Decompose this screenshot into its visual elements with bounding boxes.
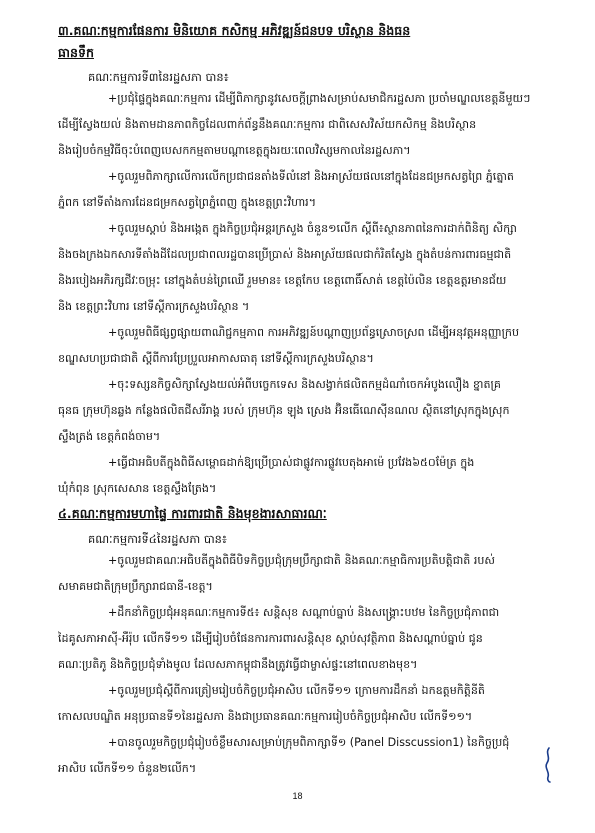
paragraph-line: កោសលបណ្ឌិត អនុប្រធានទី១នៃរដ្ឋសភា និងជាប្រធានគណៈកម្មការរៀបចំកិច្ចប្រជុំអាសិប លើកទី១១។ bbox=[58, 710, 473, 723]
paragraph-line: +ចូលរួមប្រជុំស្តីពីការត្រៀមរៀបចំកិច្ចប្រជុំអាសិប លើកទី១១ ក្រោមការដឹកនាំ ឯកឧត្តមកិត្តិនីតិ bbox=[108, 684, 485, 697]
paragraph-line: និងរបៀងអភិរក្សជីវៈចម្រុះ នៅក្នុងតំបន់ព្រៃឈើ រួមមាន៖ ខេត្តកែប ខេត្តពោធិ៍សាត់ ខេត្តប៉ៃលិន ខេត្តឧត្តរមានជ័យ bbox=[58, 274, 507, 287]
section-3-paragraph bbox=[58, 216, 558, 320]
paragraph-line: +ចូលរួមជាគណៈអធិបតីក្នុងពិធីបិទកិច្ចប្រជុំក្រុមប្រឹក្សាជាតិ និងគណៈកម្មាធិការប្រតិបត្តិជាតិ របស់ bbox=[108, 554, 495, 567]
paragraph-line: សមាគមជាតិក្រុមប្រឹក្សារាជធានី-ខេត្ត។ bbox=[58, 580, 213, 593]
handwritten-signature-mark bbox=[543, 747, 553, 783]
section-3-intro: គណៈកម្មការទី៣នៃរដ្ឋសភា បាន៖ bbox=[88, 70, 229, 84]
paragraph-line: ភ្នំពក នៅទីតាំងការដែនជម្រកសត្វព្រៃភ្នំពេញ ក្នុងខេត្តព្រះវិហារ។ bbox=[58, 196, 317, 209]
paragraph-line: ធុនធ ក្រុមហ៊ុនឆ្លង កន្លែងផលិតជីសរីរាង្គ របស់ ក្រុមហ៊ុន ឡុង ស្រេង អ៊ិនធើណេស៊ីនណល ស្ថិតនៅស្រុកក្នុងស្រុក bbox=[58, 404, 510, 417]
paragraph-line: +ចុះទស្សនកិច្ចសិក្សាស្វែងយល់អំពីបច្ចេកទេស និងសង្វាក់ផលិតកម្មដំណាំចេកអំបូងលឿង ខ្នាតគ្រ bbox=[108, 378, 501, 391]
paragraph-line: +ចូលរួមពិធីផ្សព្វផ្សាយពាណិជ្ជកម្មភាព ការអភិវឌ្ឍន៍បណ្តាញប្រព័ន្ធស្រោចស្រព ដើម្បីអនុវត្តអនុញ្ញាក្រប bbox=[108, 326, 520, 339]
section-3-heading-line-1: ៣.គណៈកម្មការផែនការ មិនិយោគ កសិកម្ម អភិវឌ្ឍន៍ជនបទ បរិស្ថាន និងធន bbox=[58, 23, 411, 38]
paragraph-line: +ដឹកនាំកិច្ចប្រជុំអនុគណៈកម្មការទី៥៖ សន្តិសុខ សណ្តាប់ធ្នាប់ និងសង្គ្រោះបឋម នៃកិច្ចប្រជុំភាពជា bbox=[108, 606, 500, 619]
paragraph-line: ឃុំកំពុន ស្រុកសេសាន ខេត្តស្ទឹងត្រែង។ bbox=[58, 482, 217, 495]
section-4-paragraph bbox=[58, 600, 558, 678]
paragraph-line: +ធ្វើជាអធិបតីក្នុងពិធីសម្ពោធដាក់ឱ្យប្រើប្រាស់ជាផ្លូវការផ្លូវបេតុងអាម៉េ ប្រវែង៦៥០ម៉ែត្រ ក្នុង bbox=[108, 456, 475, 469]
section-3-paragraph bbox=[58, 86, 558, 164]
section-4-paragraph bbox=[58, 730, 558, 782]
paragraph-line: ដៃគូសភាអាស៊ី-អឺរ៉ុប លើកទី១១ ដើម្បីរៀបចំផែនការការពារសន្តិសុខ ស្តាប់សុវត្ថិភាព និងសណ្តាប់ធ្នាប់ ជូន bbox=[58, 632, 483, 645]
paragraph-line: និង ខេត្តព្រះវិហារ នៅទីស្តីការក្រសួងបរិស្ថាន ។ bbox=[58, 300, 250, 313]
paragraph-line: +ចូលរួមស្តាប់ និងអង្កេត ក្នុងកិច្ចប្រជុំអន្តរក្រសួង ចំនួន១លើក ស្តីពី៖ស្ថានភាពនៃការដាក់ពិនិត្យ សិក្សា bbox=[108, 222, 517, 235]
paragraph-line: គណៈប្រតិភូ និងកិច្ចប្រជុំទាំងមូល ដែលសភាកម្ពុជានឹងត្រូវធ្វើជាម្ចាស់ផ្ទះនៅពេលខាងមុខ។ bbox=[58, 658, 418, 671]
section-4-heading: ៤.គណៈកម្មការមហាផ្ទៃ ការពារជាតិ និងមុខងារសាធារណៈ bbox=[58, 506, 327, 521]
section-3-paragraph bbox=[58, 450, 558, 502]
section-4-paragraph bbox=[58, 678, 558, 730]
section-3-paragraph bbox=[58, 164, 558, 216]
section-4-paragraph bbox=[58, 548, 558, 600]
paragraph-line: អាសិប លើកទី១១ ចំនួន២លើក។ bbox=[58, 762, 197, 775]
paragraph-line: ខណ្ឌសហប្រជាជាតិ ស្តីពីការប្រែប្រួលអាកាសធាតុ នៅទីស្តីការក្រសួងបរិស្ថាន។ bbox=[58, 352, 374, 365]
paragraph-line: +បានចូលរួមកិច្ចប្រជុំរៀបចំខ្លឹមសារសម្រាប់ក្រុមពិភាក្សាទី១ (Panel Disscussion1) នៃកិច្ចប្រជុំ bbox=[108, 736, 510, 749]
paragraph-line: និងរៀបចំកម្មវិធីចុះបំពេញបេសកកម្មតាមបណ្តាខេត្តក្នុងរយៈពេលវិស្សមកាលនៃរដ្ឋសភា។ bbox=[58, 144, 411, 157]
paragraph-line: ដើម្បីស្វែងយល់ និងតាមដានភាពកិច្ចដែលពាក់ព័ន្ធនឹងគណៈកម្មការ ជាពិសេសវិស័យកសិកម្ម និងបរិស្ថាន bbox=[58, 118, 477, 131]
paragraph-line: និងចងក្រងឯកសារទីតាំងដីដែលប្រជាពលរដ្ឋបានប្រើប្រាស់ និងអាស្រ័យផលជាកំរិតស្វែង ក្នុងតំបន់ការពារធម្មជាតិ bbox=[58, 248, 512, 261]
section-3-paragraph bbox=[58, 372, 558, 450]
paragraph-line: ស្ទឹងត្រង់ ខេត្តកំពង់ចាម។ bbox=[58, 430, 161, 443]
paragraph-line: +ចូលរួមពិភាក្សាលើការលើកប្រជាជនតាំងទីលំនៅ និងអាស្រ័យផលនៅក្នុងដែនជម្រកសត្វព្រៃ ភ្នំត្នោត bbox=[108, 170, 514, 183]
section-3-paragraph bbox=[58, 320, 558, 372]
paragraph-line: +ប្រជុំផ្ទៃក្នុងគណៈកម្មការ ដើម្បីពិភាក្សានូវសេចក្តីព្រាងសម្រាប់សមាជិករដ្ឋសភា ប្រចាំមណ្ឌលខេត្តនីមួយៗ bbox=[108, 92, 531, 105]
section-4-intro: គណៈកម្មការទី៤នៃរដ្ឋសភា បាន៖ bbox=[88, 532, 227, 546]
page-number: 18 bbox=[292, 791, 303, 801]
section-3-heading-line-2: ធានទឹក bbox=[58, 45, 94, 60]
